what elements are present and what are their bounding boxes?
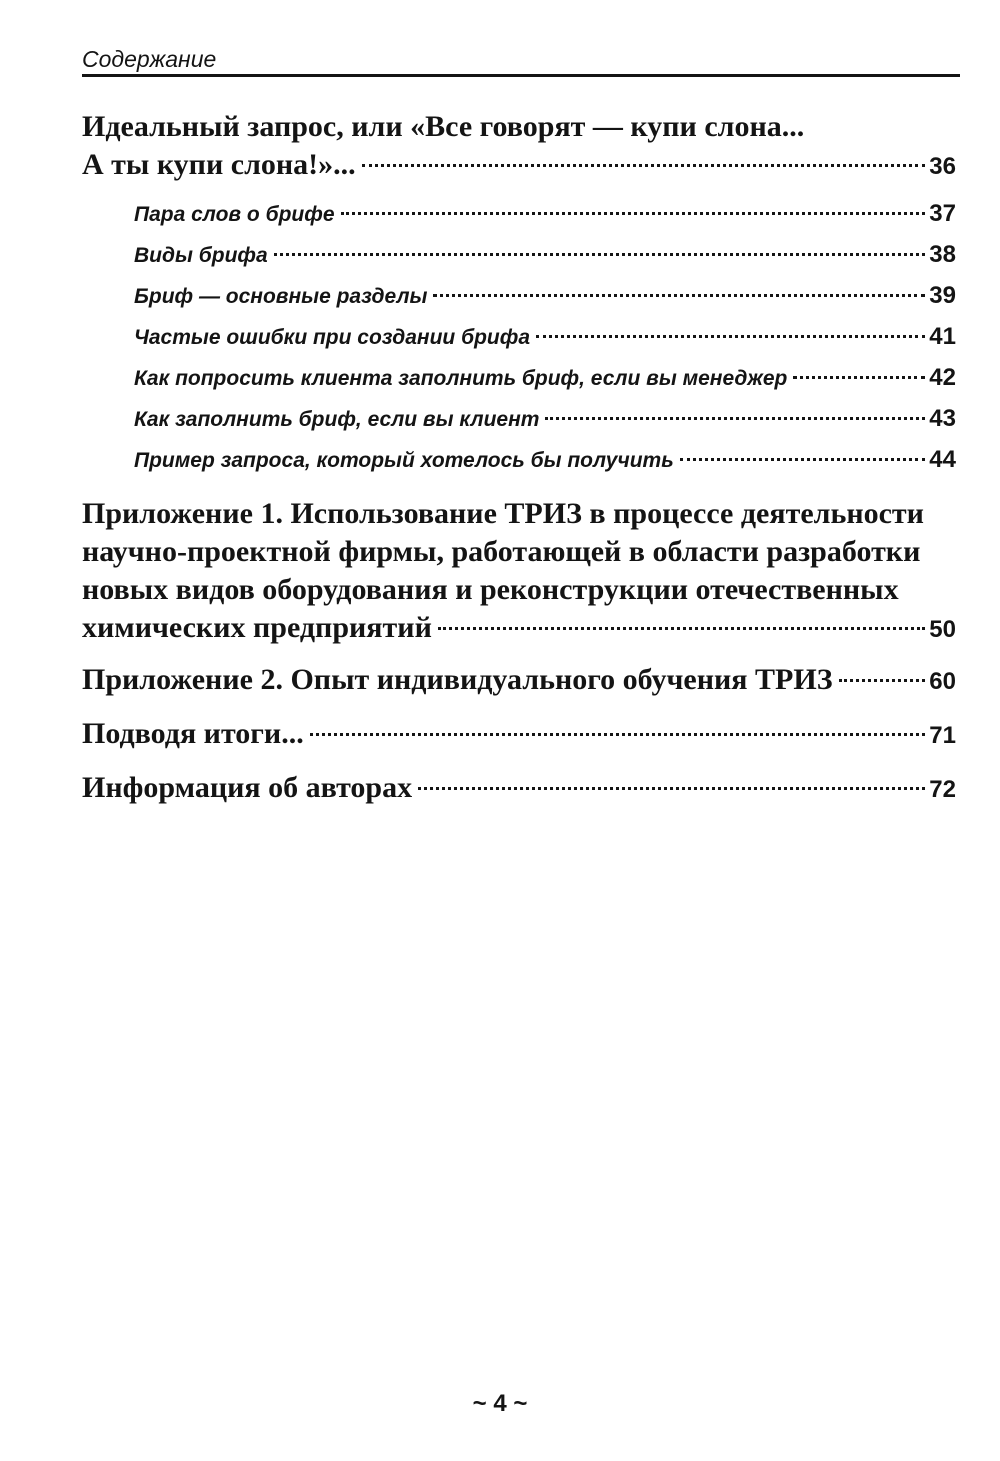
toc-page-number: 41 (929, 323, 956, 350)
toc-entry-text-line: А ты купи слона!»... (82, 148, 356, 181)
toc-subentry[interactable] (82, 276, 956, 317)
dot-leader (536, 335, 925, 338)
toc-entry-authors[interactable] (82, 769, 956, 809)
toc-entry-text-line: Идеальный запрос, или «Все говорят — купи слона... (82, 110, 805, 143)
dot-leader (341, 212, 926, 215)
toc-subentry-text: Пример запроса, который хотелось бы получить (134, 449, 674, 472)
toc-page-number: 60 (929, 668, 956, 695)
toc-subentry[interactable] (82, 440, 956, 481)
toc-subentry-text: Как заполнить бриф, если вы клиент (134, 408, 540, 431)
toc-entry-appendix-2[interactable] (82, 661, 956, 701)
toc-entry-text-line: химических предприятий (82, 611, 432, 644)
toc-subentry[interactable] (82, 317, 956, 358)
toc-entry-text-line: научно-проектной фирмы, работающей в области разработки (82, 535, 921, 568)
toc-page-number: 72 (929, 776, 956, 803)
toc-subentry-text: Частые ошибки при создании брифа (134, 326, 530, 349)
toc-entry-text-line: Приложение 1. Использование ТРИЗ в процессе деятельности (82, 497, 924, 530)
toc-subentry-text: Пара слов о брифе (134, 203, 335, 226)
toc-subentry[interactable] (82, 235, 956, 276)
toc-entry-ideal-request[interactable] (82, 108, 956, 186)
table-of-contents (82, 108, 956, 817)
toc-subentry[interactable] (82, 194, 956, 235)
dot-leader (418, 787, 925, 790)
toc-entry-appendix-1[interactable] (82, 495, 956, 649)
toc-entry-text: Приложение 2. Опыт индивидуального обучения ТРИЗ (82, 663, 833, 696)
toc-entry-summary[interactable] (82, 715, 956, 755)
dot-leader (839, 679, 926, 682)
toc-subentry-text: Виды брифа (134, 244, 268, 267)
toc-page-number: 37 (929, 200, 956, 227)
dot-leader (793, 376, 925, 379)
toc-subentry-text: Как попросить клиента заполнить бриф, если вы менеджер (134, 367, 788, 390)
toc-entry-text: Подводя итоги... (82, 717, 304, 750)
dot-leader (545, 417, 925, 420)
toc-entry-text-line: новых видов оборудования и реконструкции отечественных (82, 573, 899, 606)
dot-leader (680, 458, 926, 461)
running-head (82, 44, 960, 77)
toc-page-number: 36 (929, 153, 956, 180)
dot-leader (310, 733, 926, 736)
toc-entry-text: Информация об авторах (82, 771, 413, 804)
dot-leader (362, 164, 926, 167)
toc-subentry[interactable] (82, 399, 956, 440)
toc-page-number: 44 (929, 446, 956, 473)
dot-leader (274, 253, 926, 256)
toc-page-number: 50 (929, 616, 956, 643)
toc-subentry[interactable] (82, 358, 956, 399)
toc-page-number: 42 (929, 364, 956, 391)
toc-page-number: 39 (929, 282, 956, 309)
dot-leader (438, 627, 925, 630)
toc-page-number: 71 (929, 722, 956, 749)
page-number: ~ 4 ~ (472, 1390, 528, 1417)
toc-page-number: 43 (929, 405, 956, 432)
page-title: Содержание (82, 46, 217, 72)
toc-page-number: 38 (929, 241, 956, 268)
dot-leader (433, 294, 925, 297)
toc-subentry-text: Бриф — основные разделы (134, 285, 428, 308)
